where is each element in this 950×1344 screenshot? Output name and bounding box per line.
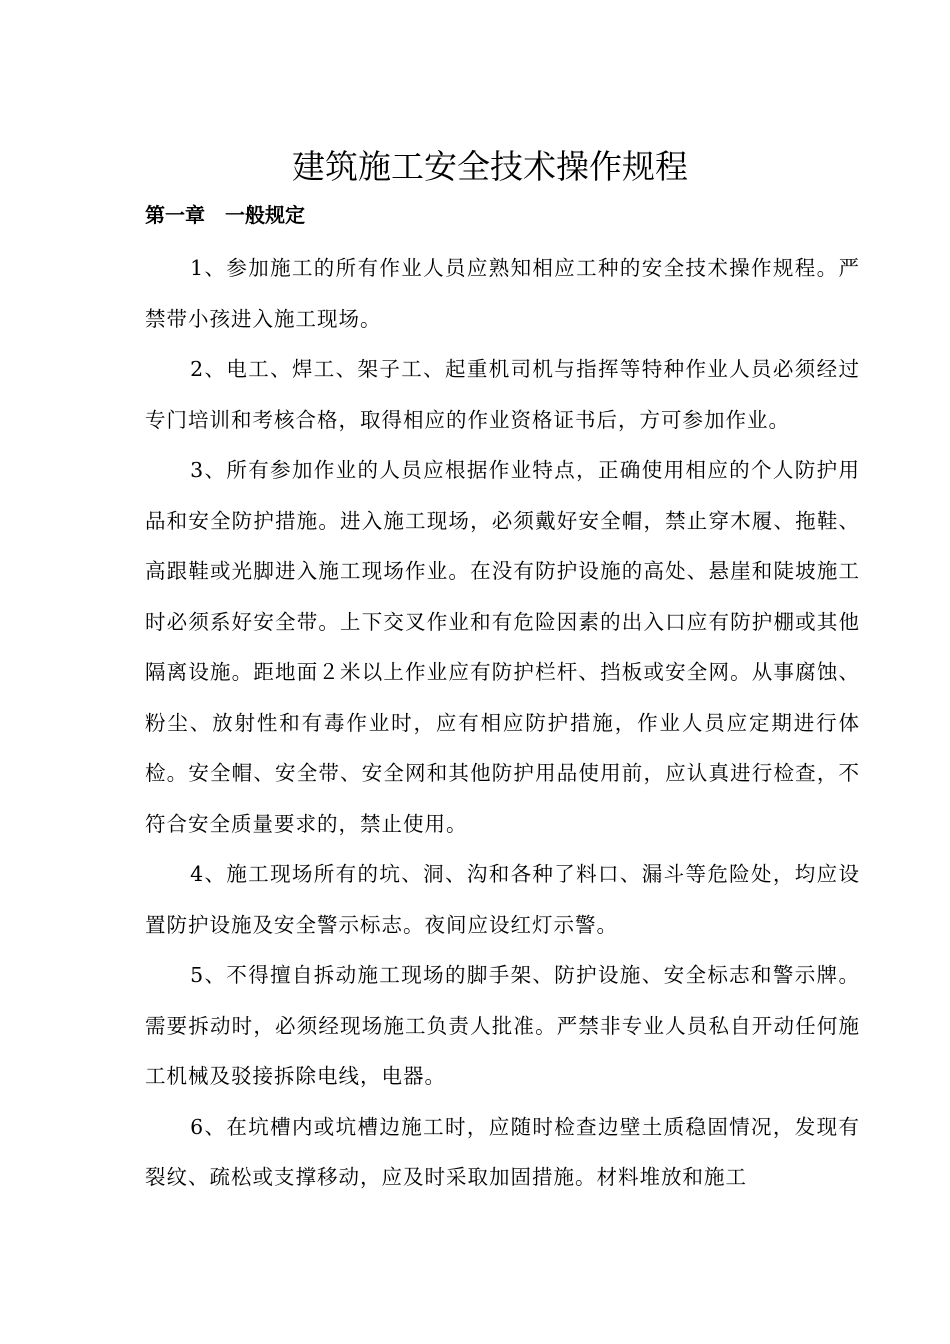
paragraph-4: 4、施工现场所有的坑、洞、沟和各种了料口、漏斗等危险处，均应设置防护设施及安全警示标志。夜间应设红灯示警。 [145,862,860,937]
paragraph-5: 5、不得擅自拆动施工现场的脚手架、防护设施、安全标志和警示牌。需要拆动时，必须经现场施工负责人批准。严禁非专业人员私自开动任何施工机械及驳接拆除电线，电器。 [145,963,860,1088]
paragraph-1: 1、参加施工的所有作业人员应熟知相应工种的安全技术操作规程。严禁带小孩进入施工现场。 [145,256,860,331]
paragraph-2: 2、电工、焊工、架子工、起重机司机与指挥等特种作业人员必须经过专门培训和考核合格，取得相应的作业资格证书后，方可参加作业。 [145,357,860,432]
paragraph-3: 3、所有参加作业的人员应根据作业特点，正确使用相应的个人防护用品和安全防护措施。进入施工现场，必须戴好安全帽，禁止穿木履、拖鞋、高跟鞋或光脚进入施工现场作业。在没有防护设施的高处、悬崖和陡坡施工时必须系好安全带。上下交叉作业和有危险因素的出入口应有防护棚或其他隔离设施。距地面２米以上作业应有防护栏杆、挡板或安全网。从事腐蚀、粉尘、放射性和有毒作业时，应有相应防护措施，作业人员应定期进行体检。安全帽、安全带、安全网和其他防护用品使用前，应认真进行检查，不符合安全质量要求的，禁止使用。 [145,458,860,836]
chapter-heading: 第一章 一般规定 [145,203,305,227]
paragraph-6: 6、在坑槽内或坑槽边施工时，应随时检查边壁土质稳固情况，发现有裂纹、疏松或支撑移动，应及时采取加固措施。材料堆放和施工 [145,1114,860,1189]
document-body [145,243,860,1203]
page-title: 建筑施工安全技术操作规程 [292,147,688,186]
